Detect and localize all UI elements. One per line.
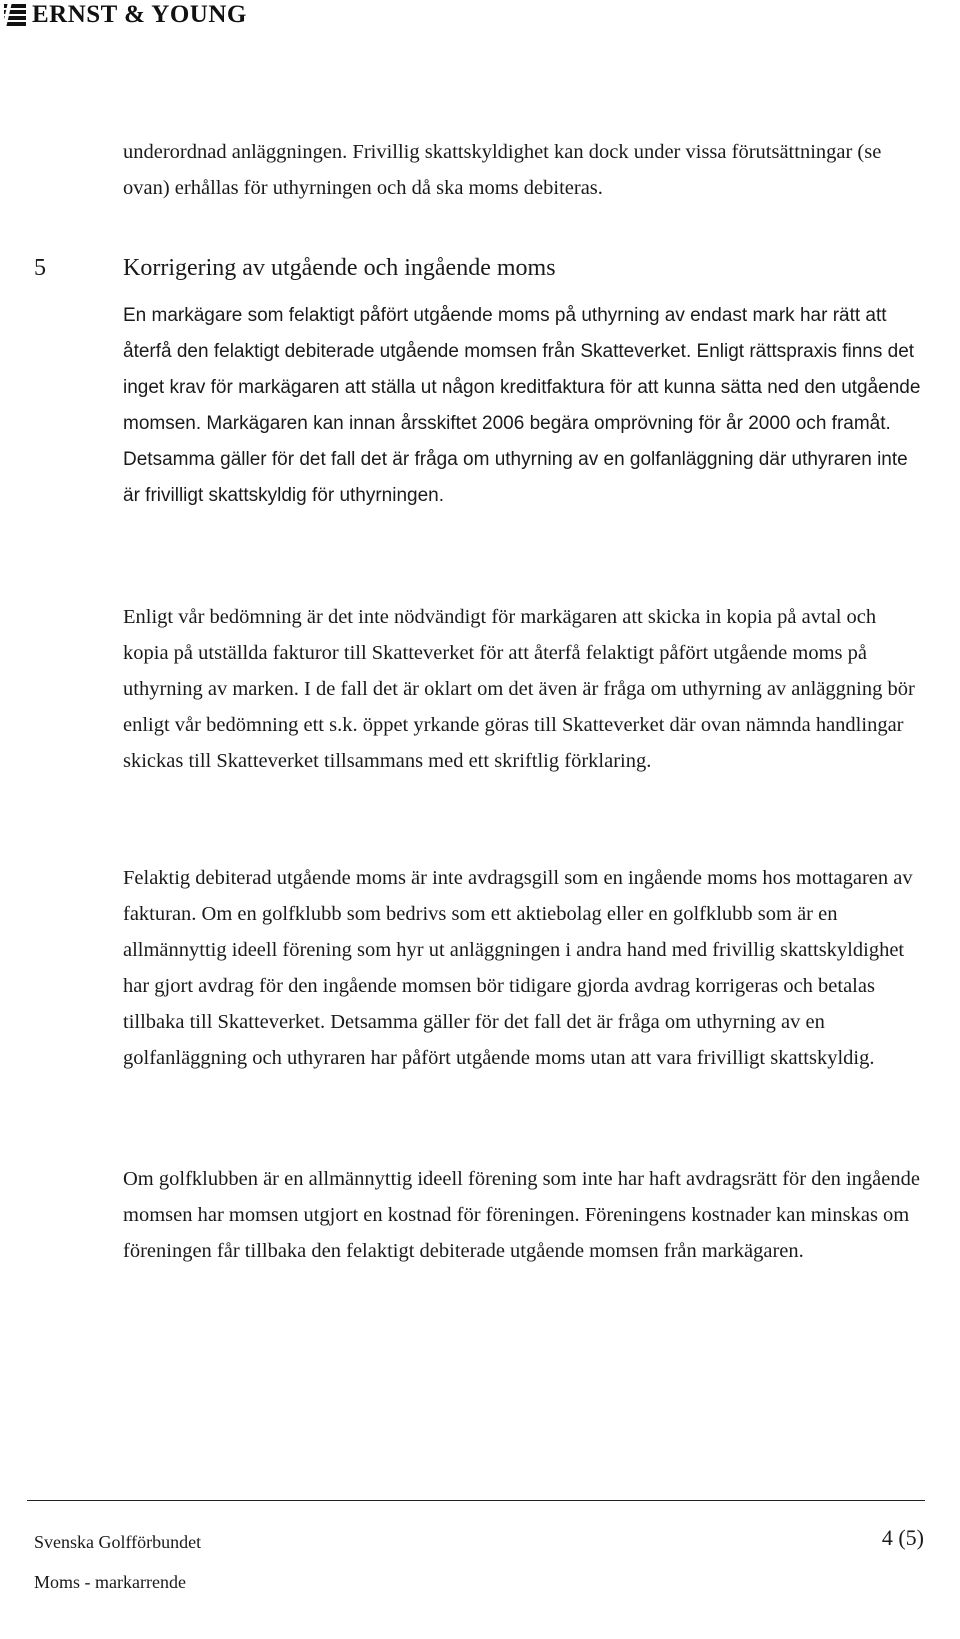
company-logo <box>2 0 247 30</box>
paragraph-2: Enligt vår bedömning är det inte nödvändigt för markägaren att skicka in kopia på avtal och kopia på utställda fakturor till Skatteverket för att återfå felaktigt påfört utgående moms på uthyrning av marken. I de fall det är oklart om det även är fråga om uthyrning av anläggning bör enligt vår bedömning ett s.k. öppet yrkande göras till Skatteverket där ovan nämnda handlingar skickas till Skatteverket tillsammans med ett skriftlig förklaring. <box>123 606 915 772</box>
footer-subject: Moms - markarrende <box>34 1572 186 1592</box>
section-title: Korrigering av utgående och ingående moms <box>123 255 556 281</box>
paragraph-4: Om golfklubben är en allmännyttig ideell förening som inte har haft avdragsrätt för den ingående momsen har momsen utgjort en kostnad för föreningen. Föreningens kostnader kan minskas om föreningen får tillbaka den felaktigt debiterade utgående momsen från markägaren. <box>123 1168 920 1262</box>
section-number: 5 <box>34 255 46 281</box>
footer-divider <box>27 1500 925 1501</box>
intro-paragraph: underordnad anläggningen. Frivillig skattskyldighet kan dock under vissa förutsättningar (se ovan) erhållas för uthyrningen och då ska moms debiteras. <box>123 141 882 199</box>
logo-text: ERNST & YOUNG <box>32 1 247 28</box>
paragraph-1: En markägare som felaktigt påfört utgående moms på uthyrning av endast mark har rätt att återfå den felaktigt debiterade utgående momsen från Skatteverket. Enligt rättspraxis finns det inget krav för markägaren att ställa ut någon kreditfaktura för att kunna sätta ned den utgående momsen. Markägaren kan innan årsskiftet 2006 begära omprövning för år 2000 och framåt. Detsamma gäller för det fall det är fråga om uthyrning av en golfanläggning där uthyraren inte är frivilligt skattskyldig för uthyrningen. <box>123 305 921 506</box>
paragraph-3: Felaktig debiterad utgående moms är inte avdragsgill som en ingående moms hos mottagaren av fakturan. Om en golfklubb som bedrivs som ett aktiebolag eller en golfklubb som är en allmännyttig ideell förening som hyr ut anläggningen i andra hand med frivillig skattskyldighet har gjort avdrag för den ingående momsen bör tidigare gjorda avdrag korrigeras och betalas tillbaka till Skatteverket. Detsamma gäller för det fall det är fråga om uthyrning av en golfanläggning och uthyraren har påfört utgående moms utan att vara frivilligt skattskyldig. <box>123 867 913 1069</box>
ernst-young-bars-logo-icon <box>2 2 28 28</box>
page-number: 4 (5) <box>881 1525 924 1550</box>
footer-organization: Svenska Golfförbundet <box>34 1532 202 1552</box>
